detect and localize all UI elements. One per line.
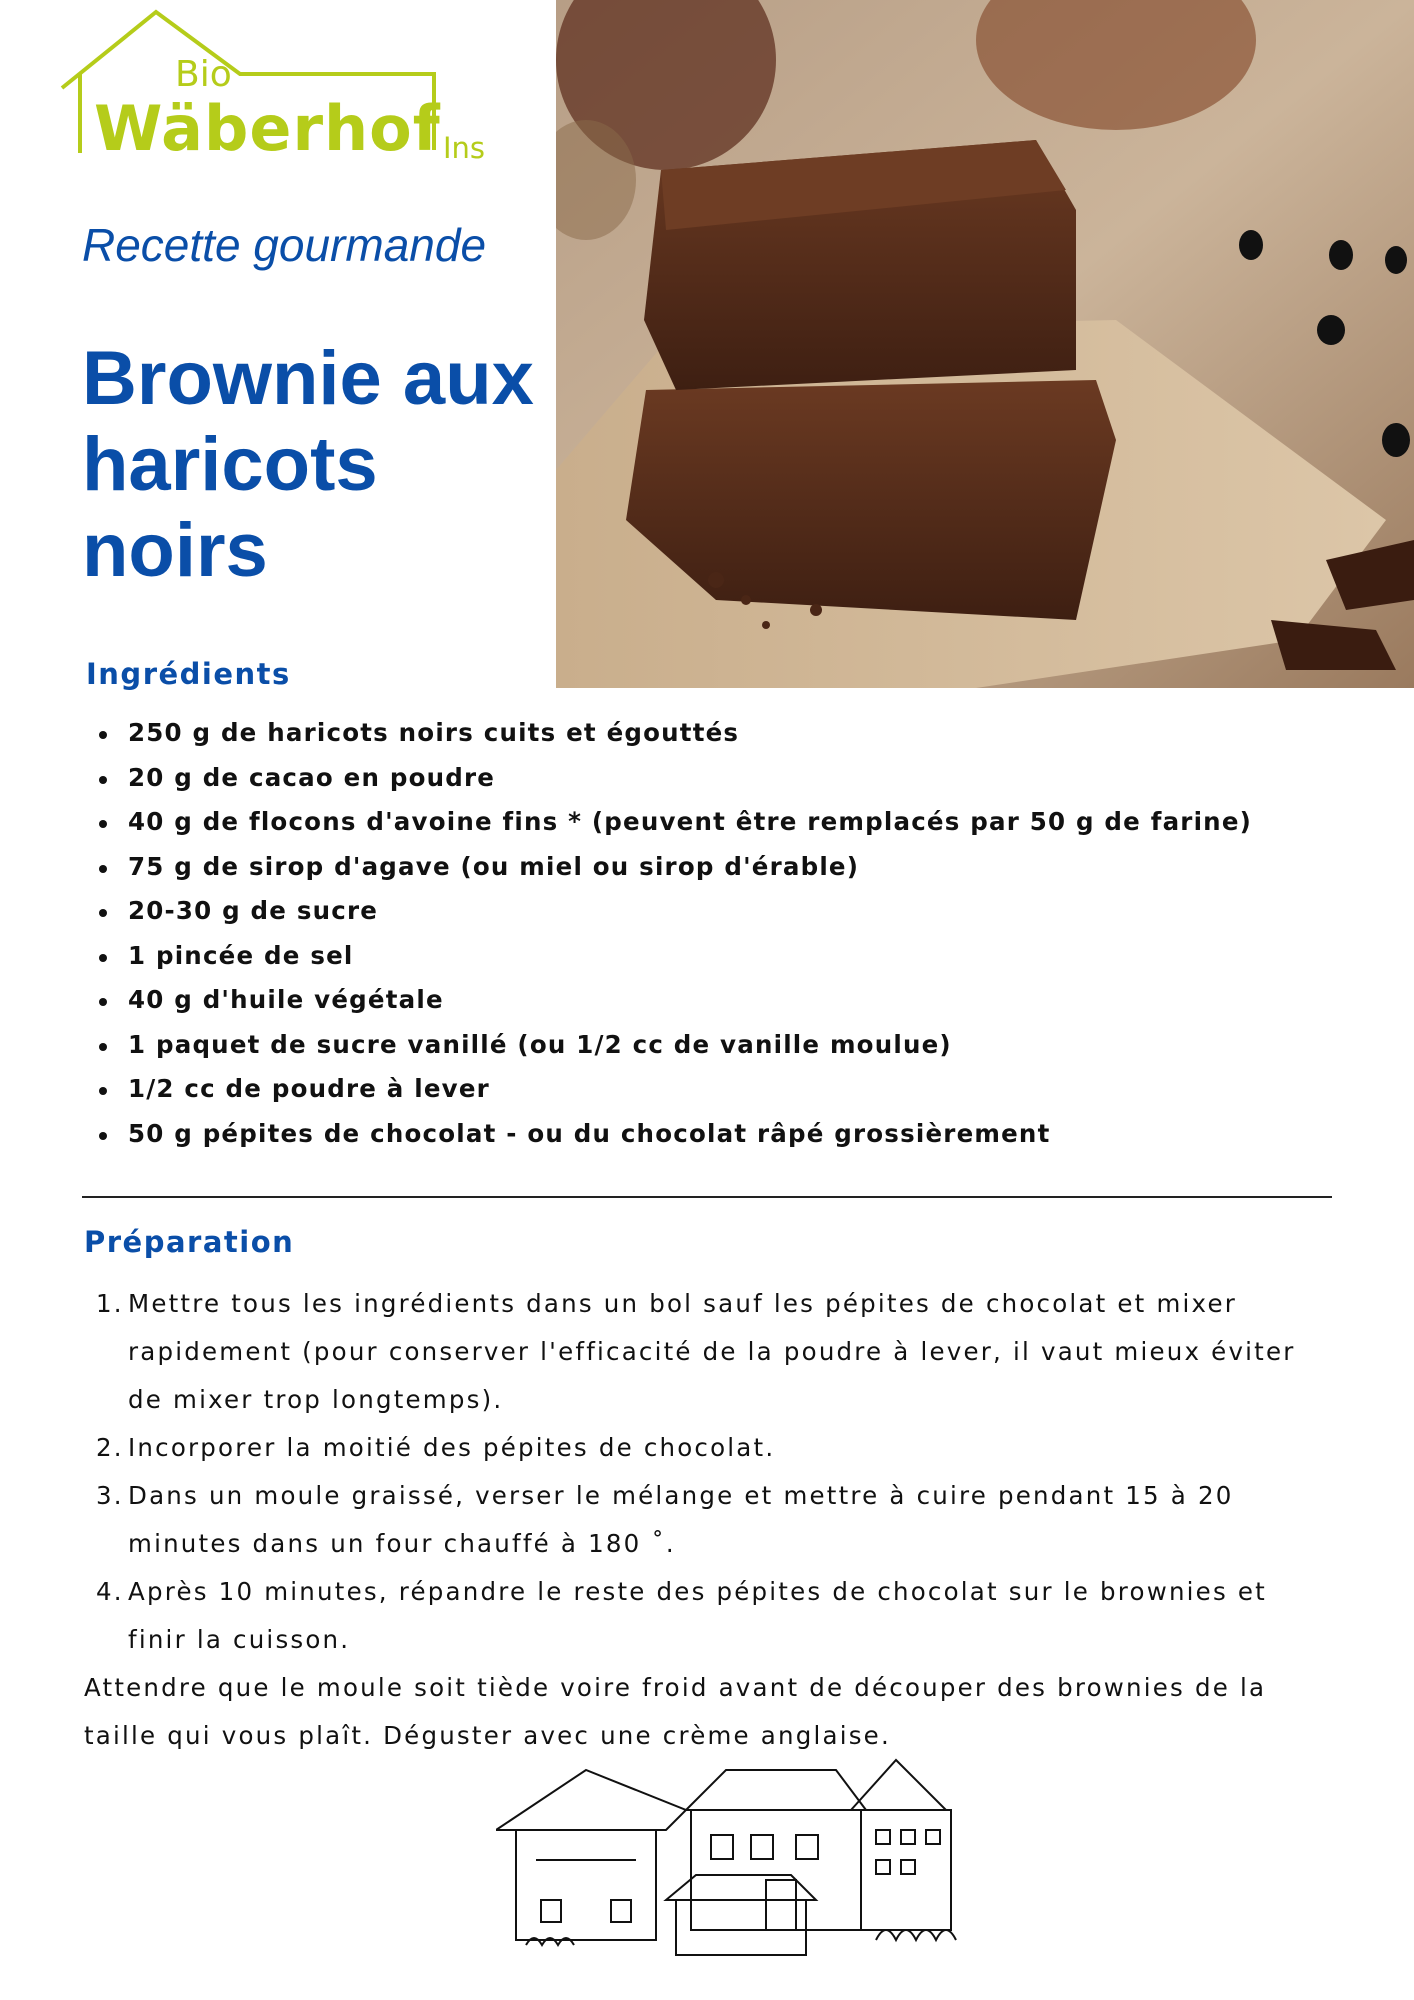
list-item: 50 g pépites de chocolat - ou du chocolat râpé grossièrement xyxy=(96,1119,1376,1164)
list-item: 40 g de flocons d'avoine fins * (peuvent être remplacés par 50 g de farine) xyxy=(96,807,1376,852)
closing-text: Attendre que le moule soit tiède voire froid avant de découper des brownies de la taille qui vous plaît. Déguster avec une crème anglaise. xyxy=(84,1673,1267,1750)
brownie-photo xyxy=(556,0,1414,688)
farm-illustration xyxy=(496,1750,976,1960)
list-item: 20 g de cacao en poudre xyxy=(96,763,1376,808)
step-number: 4. xyxy=(96,1577,124,1606)
section-divider xyxy=(82,1196,1332,1198)
list-item: 1/2 cc de poudre à lever xyxy=(96,1074,1376,1119)
step-text: Après 10 minutes, répandre le reste des pépites de chocolat sur le brownies et finir la cuisson. xyxy=(128,1577,1267,1654)
logo-name: Wäberhof xyxy=(94,92,441,165)
step-text: Mettre tous les ingrédients dans un bol sauf les pépites de chocolat et mixer rapidement (pour conserver l'efficacité de la poudre à lever, il vaut mieux éviter de mixer trop longtemps). xyxy=(128,1289,1296,1414)
step-item xyxy=(96,1424,1326,1472)
step-text: Incorporer la moitié des pépites de chocolat. xyxy=(128,1433,776,1462)
recipe-title: Brownie aux haricots noirs xyxy=(82,336,534,593)
list-item: 75 g de sirop d'agave (ou miel ou sirop d'érable) xyxy=(96,852,1376,897)
ingredients-list xyxy=(96,718,1376,1163)
recipe-subtitle: Recette gourmande xyxy=(82,219,487,271)
list-item: 40 g d'huile végétale xyxy=(96,985,1376,1030)
logo-place: Ins xyxy=(443,131,486,165)
logo xyxy=(58,8,498,168)
list-item: 1 pincée de sel xyxy=(96,941,1376,986)
list-item: 250 g de haricots noirs cuits et égouttés xyxy=(96,718,1376,763)
preparation-steps xyxy=(96,1280,1326,1664)
step-number: 1. xyxy=(96,1289,124,1318)
step-item xyxy=(96,1280,1326,1424)
list-item: 1 paquet de sucre vanillé (ou 1/2 cc de vanille moulue) xyxy=(96,1030,1376,1075)
ingredients-heading: Ingrédients xyxy=(86,657,291,691)
step-item xyxy=(96,1568,1326,1664)
step-number: 2. xyxy=(96,1433,124,1462)
logo-bio: Bio xyxy=(175,54,232,95)
step-text: Dans un moule graissé, verser le mélange et mettre à cuire pendant 15 à 20 minutes dans un four chauffé à 180 ˚. xyxy=(128,1481,1234,1558)
step-item xyxy=(96,1472,1326,1568)
list-item: 20-30 g de sucre xyxy=(96,896,1376,941)
step-number: 3. xyxy=(96,1481,124,1510)
preparation-heading: Préparation xyxy=(84,1225,295,1259)
